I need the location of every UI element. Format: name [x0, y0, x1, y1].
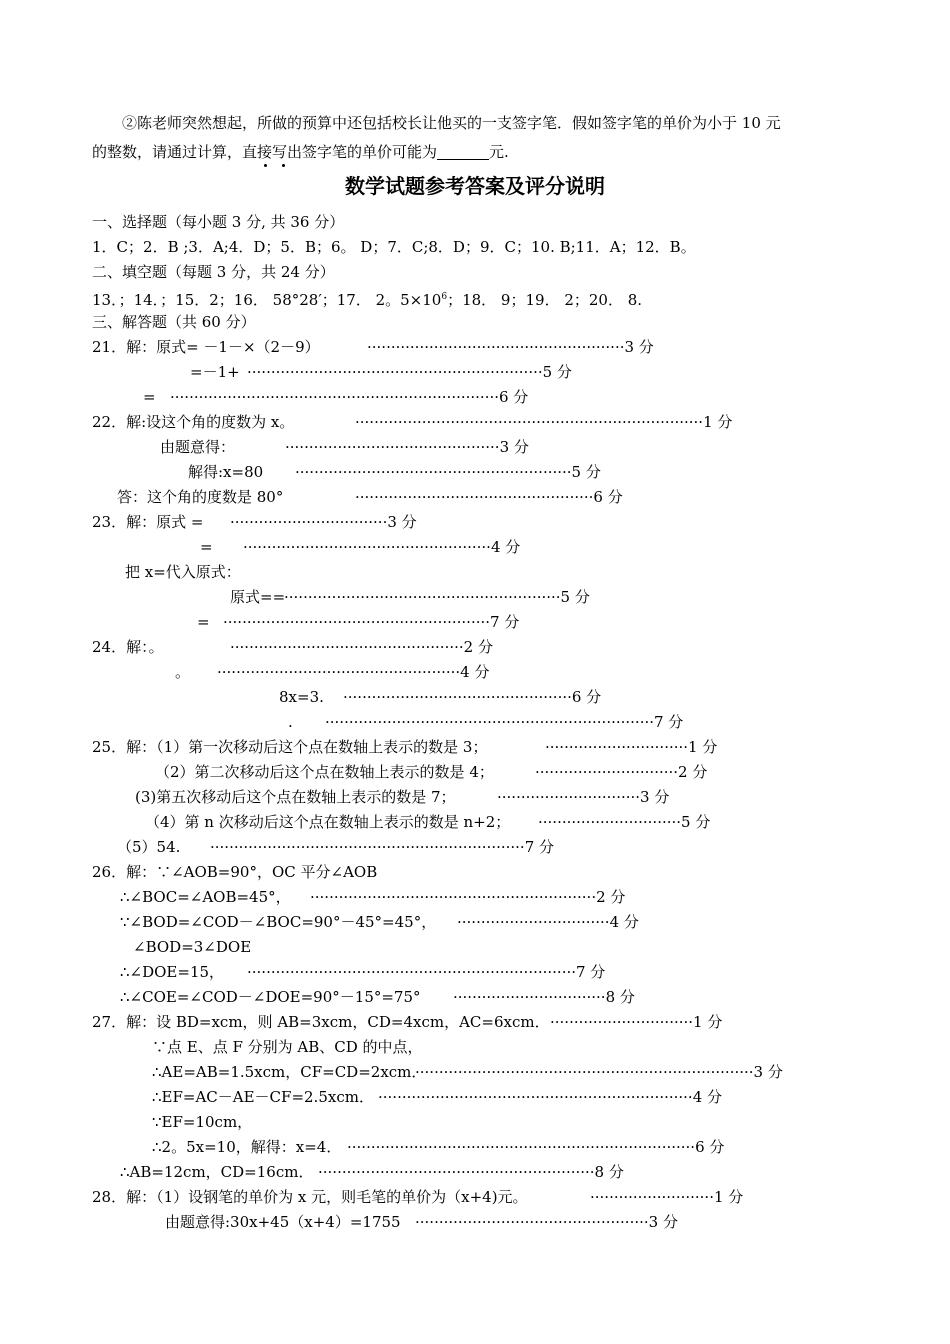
answer-line: =: [143, 388, 156, 406]
score-line: ··························1 分: [590, 1188, 744, 1206]
answer-line: ∵∠BOD=∠COD－∠BOC=90°－45°=45°，: [120, 913, 437, 931]
score-line: ··················································6 分: [355, 488, 623, 506]
emphasis-dot: [264, 164, 267, 167]
answer-line: 。: [175, 663, 191, 681]
answer-line: 由题意得:30x+45（x+4）=1755: [165, 1213, 401, 1231]
score-line: ·················································2 分: [230, 638, 493, 656]
score-line: ······················································3 分: [367, 338, 654, 356]
answer-line: (3)第五次移动后这个点在数轴上表示的数是 7；: [135, 788, 456, 806]
score-line: ·········································································1 分: [355, 413, 733, 431]
answer-line: .: [288, 713, 293, 731]
score-line: ··························································5 分: [284, 588, 590, 606]
score-line: ······························1 分: [545, 738, 718, 756]
answer-line: 8x=3.: [279, 688, 324, 706]
score-line: ··································································4 分: [378, 1088, 723, 1106]
answer-line: =: [200, 538, 213, 556]
score-line: ························································7 分: [223, 613, 520, 631]
score-line: ······························2 分: [535, 763, 708, 781]
score-line: ·····································································6 分: [170, 388, 529, 406]
answer-line: ∵EF=10cm，: [152, 1113, 253, 1131]
score-line: ··························································5 分: [295, 463, 601, 481]
answer-line: ∴AB=12cm，CD=16cm．: [120, 1163, 314, 1181]
score-line: ·································3 分: [230, 513, 417, 531]
answer-line: =: [197, 613, 210, 631]
score-line: ····················································4 分: [243, 538, 521, 556]
answer-line: ∵点 E、点 F 分别为 AB、CD 的中点，: [152, 1038, 423, 1056]
answer-line: 把 x=代入原式：: [125, 563, 241, 581]
answer-line: （4）第 n 次移动后这个点在数轴上表示的数是 n+2；: [145, 813, 511, 831]
answer-line: ∴∠DOE=15，: [120, 963, 225, 981]
page-title: 数学试题参考答案及评分说明: [345, 174, 605, 198]
question-text-line-2: 的整数，请通过计算，直接写出签字笔的单价可能为 元.: [92, 143, 509, 161]
score-line: ····························································2 分: [310, 888, 626, 906]
score-line: ·····································································7 分: [325, 713, 684, 731]
answer-line: ∴AE=AB=1.5xcm，CF=CD=2xcm．: [152, 1063, 427, 1081]
score-line: ······························1 分: [550, 1013, 723, 1031]
answer-line: 28．解：（1）设钢笔的单价为 x 元，则毛笔的单价为（x+4)元。: [92, 1188, 528, 1206]
answer-line: ∠BOD=3∠DOE: [133, 938, 252, 956]
answer-line: 22．解:设这个角的度数为 x。: [92, 413, 295, 431]
answer-line: 27．解：设 BD=xcm，则 AB=3xcm，CD=4xcm，AC=6xcm．: [92, 1013, 550, 1031]
answer-line: =－1+: [190, 363, 240, 381]
section-heading: 一、选择题（每小题 3 分, 共 36 分）: [92, 213, 345, 231]
answer-line: 24．解：。: [92, 638, 164, 656]
answer-line: ∴EF=AC－AE－CF=2.5xcm．: [152, 1088, 374, 1106]
answer-line: （2）第二次移动后这个点在数轴上表示的数是 4；: [155, 763, 494, 781]
score-line: ·······································································3 分: [415, 1063, 783, 1081]
score-line: ·········································································6 分: [347, 1138, 725, 1156]
score-line: ································4 分: [457, 913, 639, 931]
answer-line: ∴2。5x=10，解得：x=4．: [152, 1138, 342, 1156]
answer-line: 1．C；2．B ;3．A;4．D；5．B；6。 D；7．C;8．D；9．C；10. B;11．A；12．B。: [92, 238, 696, 256]
score-line: ·············································3 分: [285, 438, 529, 456]
score-line: ······························5 分: [538, 813, 711, 831]
answer-line: 13．；14．；15．2；16． 58°28′；17． 2。$5\times 10^6$；18． 9；19． 2；20． 8.: [92, 291, 643, 309]
answer-line: 26．解：∵∠AOB=90°，OC 平分∠AOB: [92, 863, 378, 881]
question-text-line-1: ②陈老师突然想起，所做的预算中还包括校长让他买的一支签字笔．假如签字笔的单价为小于 10 元: [122, 114, 781, 132]
score-line: ··································································7 分: [210, 838, 555, 856]
score-line: ···················································4 分: [217, 663, 490, 681]
score-line: ·················································3 分: [415, 1213, 678, 1231]
answer-line: 25．解：（1）第一次移动后这个点在数轴上表示的数是 3；: [92, 738, 488, 756]
answer-line: 解得:x=80: [188, 463, 264, 481]
section-heading: 三、解答题（共 60 分）: [92, 313, 256, 331]
section-heading: 二、填空题（每题 3 分，共 24 分）: [92, 263, 335, 281]
answer-line: 由题意得：: [160, 438, 236, 456]
answer-line: ∴∠BOC=∠AOB=45°，: [120, 888, 291, 906]
answer-line: 23．解：原式 =: [92, 513, 204, 531]
answer-line: 原式==: [230, 588, 286, 606]
score-line: ·····································································7 分: [247, 963, 606, 981]
score-line: ··························································8 分: [318, 1163, 624, 1181]
score-line: ······························3 分: [497, 788, 670, 806]
answer-line: 答：这个角的度数是 80°: [117, 488, 284, 506]
score-line: ················································6 分: [343, 688, 602, 706]
emphasis-dot: [282, 164, 285, 167]
score-line: ······························································5 分: [247, 363, 572, 381]
answer-line: ∴∠COE=∠COD－∠DOE=90°－15°=75°: [120, 988, 421, 1006]
answer-line: （5）54.: [117, 838, 181, 856]
answer-line: 21．解：原式= －1－×（2－9）: [92, 338, 320, 356]
answer-blank: [437, 144, 489, 160]
score-line: ································8 分: [453, 988, 635, 1006]
